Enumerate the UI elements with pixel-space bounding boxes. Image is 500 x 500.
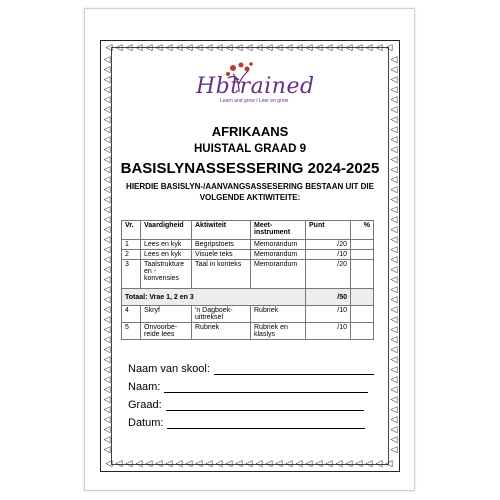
border-chevron-icon: ◁	[285, 458, 293, 468]
cell-aktiwiteit: 'n Dagboek- uittreksel	[192, 306, 251, 323]
border-chevron-icon: ◁	[103, 334, 111, 344]
border-chevron-icon: ◁	[103, 404, 111, 414]
cell-punt: /20	[306, 260, 351, 289]
table-row	[122, 250, 374, 260]
date-field[interactable]	[128, 416, 365, 429]
border-pattern-top	[104, 42, 394, 52]
date-line[interactable]	[167, 416, 365, 429]
cell-meetinstrument: Rubriek en klaslys	[251, 323, 306, 340]
table-row	[122, 240, 374, 250]
border-chevron-icon: ◁	[390, 424, 398, 434]
border-chevron-icon: ◁	[103, 214, 111, 224]
brand-tagline: Learn and grow / Leer en groei	[220, 98, 289, 104]
border-chevron-icon: ◁	[103, 154, 111, 164]
border-chevron-icon: ◁	[265, 42, 273, 52]
border-chevron-icon: ◁	[305, 458, 313, 468]
cell-meetinstrument: Rubriek	[251, 306, 306, 323]
border-chevron-icon: ◁	[235, 458, 243, 468]
student-name-field[interactable]	[128, 380, 368, 393]
border-chevron-icon: ◁	[390, 284, 398, 294]
cell-vaardigheid: Taalstrukture en - konvensies	[141, 260, 192, 289]
border-chevron-icon: ◁	[103, 174, 111, 184]
border-chevron-icon: ◁	[390, 234, 398, 244]
cell-vr: 5	[122, 323, 141, 340]
border-chevron-icon: ◁	[390, 164, 398, 174]
border-chevron-icon: ◁	[390, 194, 398, 204]
border-chevron-icon: ◁	[103, 324, 111, 334]
grade-field[interactable]	[128, 398, 364, 411]
cell-percent	[351, 323, 374, 340]
border-chevron-icon: ◁	[390, 144, 398, 154]
cell-vr: 2	[122, 250, 141, 260]
border-chevron-icon: ◁	[390, 114, 398, 124]
border-chevron-icon: ◁	[265, 458, 273, 468]
total-row	[122, 289, 374, 306]
col-header-vaardigheid: Vaardigheid	[141, 221, 192, 240]
cell-meetinstrument: Memorandum	[251, 240, 306, 250]
border-chevron-icon: ◁	[295, 42, 303, 52]
cell-percent	[351, 240, 374, 250]
cell-aktiwiteit: Taal in konteks	[192, 260, 251, 289]
cell-aktiwiteit: Visuele teks	[192, 250, 251, 260]
border-chevron-icon: ◁	[390, 434, 398, 444]
border-chevron-icon: ◁	[103, 234, 111, 244]
border-chevron-icon: ◁	[335, 458, 343, 468]
grade-line[interactable]	[166, 398, 364, 411]
border-chevron-icon: ◁	[175, 42, 183, 52]
border-chevron-icon: ◁	[115, 42, 123, 52]
table-row	[122, 323, 374, 340]
border-chevron-icon: ◁	[103, 424, 111, 434]
border-chevron-icon: ◁	[225, 42, 233, 52]
student-name-label: Naam:	[128, 381, 161, 393]
col-header-vr: Vr.	[122, 221, 141, 240]
border-chevron-icon: ◁	[365, 42, 373, 52]
border-chevron-icon: ◁	[305, 42, 313, 52]
border-chevron-icon: ◁	[103, 204, 111, 214]
border-chevron-icon: ◁	[325, 458, 333, 468]
border-chevron-icon: ◁	[135, 458, 143, 468]
border-chevron-icon: ◁	[103, 144, 111, 154]
cell-punt: /10	[306, 323, 351, 340]
border-chevron-icon: ◁	[385, 458, 393, 468]
border-chevron-icon: ◁	[103, 344, 111, 354]
border-chevron-icon: ◁	[285, 42, 293, 52]
border-chevron-icon: ◁	[390, 244, 398, 254]
brand-logo-text: Hbtrained	[196, 74, 315, 99]
border-chevron-icon: ◁	[103, 84, 111, 94]
cell-vr: 3	[122, 260, 141, 289]
border-chevron-icon: ◁	[390, 344, 398, 354]
border-chevron-icon: ◁	[195, 42, 203, 52]
assessment-title: BASISLYNASSESSERING 2024-2025	[120, 160, 380, 177]
border-chevron-icon: ◁	[103, 104, 111, 114]
grade-label: Graad:	[128, 399, 162, 411]
border-chevron-icon: ◁	[103, 134, 111, 144]
border-pattern-bottom	[104, 458, 394, 468]
border-chevron-icon: ◁	[103, 274, 111, 284]
border-chevron-icon: ◁	[390, 404, 398, 414]
border-chevron-icon: ◁	[165, 42, 173, 52]
border-chevron-icon: ◁	[245, 458, 253, 468]
border-chevron-icon: ◁	[390, 274, 398, 284]
school-name-field[interactable]	[128, 362, 374, 375]
border-chevron-icon: ◁	[390, 314, 398, 324]
border-chevron-icon: ◁	[390, 184, 398, 194]
border-chevron-icon: ◁	[390, 54, 398, 64]
total-label: Totaal: Vrae 1, 2 en 3	[122, 289, 306, 306]
cell-vaardigheid: Onvoorbe- reide lees	[141, 323, 192, 340]
border-chevron-icon: ◁	[255, 458, 263, 468]
border-chevron-icon: ◁	[315, 458, 323, 468]
border-chevron-icon: ◁	[355, 458, 363, 468]
border-chevron-icon: ◁	[215, 458, 223, 468]
date-label: Datum:	[128, 417, 164, 429]
border-chevron-icon: ◁	[103, 264, 111, 274]
border-chevron-icon: ◁	[103, 414, 111, 424]
border-chevron-icon: ◁	[205, 42, 213, 52]
border-chevron-icon: ◁	[390, 394, 398, 404]
border-chevron-icon: ◁	[115, 458, 123, 468]
border-chevron-icon: ◁	[345, 458, 353, 468]
border-chevron-icon: ◁	[103, 354, 111, 364]
table-row	[122, 306, 374, 323]
cell-vaardigheid: Lees en kyk	[141, 240, 192, 250]
border-chevron-icon: ◁	[335, 42, 343, 52]
border-chevron-icon: ◁	[245, 42, 253, 52]
border-chevron-icon: ◁	[145, 42, 153, 52]
col-header-aktiwiteit: Aktiwiteit	[192, 221, 251, 240]
border-chevron-icon: ◁	[103, 304, 111, 314]
border-chevron-icon: ◁	[135, 42, 143, 52]
border-chevron-icon: ◁	[390, 304, 398, 314]
border-chevron-icon: ◁	[390, 204, 398, 214]
border-chevron-icon: ◁	[390, 124, 398, 134]
border-chevron-icon: ◁	[105, 42, 113, 52]
border-chevron-icon: ◁	[390, 414, 398, 424]
school-name-line[interactable]	[214, 362, 374, 375]
border-chevron-icon: ◁	[215, 42, 223, 52]
border-chevron-icon: ◁	[275, 458, 283, 468]
border-chevron-icon: ◁	[390, 364, 398, 374]
border-chevron-icon: ◁	[103, 74, 111, 84]
cell-punt: /20	[306, 240, 351, 250]
border-chevron-icon: ◁	[365, 458, 373, 468]
border-chevron-icon: ◁	[390, 214, 398, 224]
cell-vaardigheid: Lees en kyk	[141, 250, 192, 260]
border-chevron-icon: ◁	[390, 134, 398, 144]
border-chevron-icon: ◁	[103, 124, 111, 134]
border-chevron-icon: ◁	[103, 194, 111, 204]
border-chevron-icon: ◁	[390, 374, 398, 384]
cell-vr: 1	[122, 240, 141, 250]
border-chevron-icon: ◁	[385, 42, 393, 52]
border-pattern-right	[389, 54, 399, 454]
border-chevron-icon: ◁	[225, 458, 233, 468]
border-chevron-icon: ◁	[390, 334, 398, 344]
border-chevron-icon: ◁	[355, 42, 363, 52]
intro-text: HIERDIE BASISLYN-/AANVANGSASSESERING BESTAAN UIT DIE VOLGENDE AKTIWITEITE:	[126, 182, 374, 202]
border-chevron-icon: ◁	[165, 458, 173, 468]
border-chevron-icon: ◁	[103, 394, 111, 404]
cell-vaardigheid: Skryf	[141, 306, 192, 323]
border-chevron-icon: ◁	[390, 354, 398, 364]
cell-punt: /10	[306, 306, 351, 323]
border-chevron-icon: ◁	[103, 244, 111, 254]
border-chevron-icon: ◁	[345, 42, 353, 52]
border-chevron-icon: ◁	[103, 444, 111, 454]
border-chevron-icon: ◁	[103, 384, 111, 394]
border-chevron-icon: ◁	[315, 42, 323, 52]
border-chevron-icon: ◁	[275, 42, 283, 52]
border-chevron-icon: ◁	[375, 458, 383, 468]
border-chevron-icon: ◁	[390, 84, 398, 94]
col-header-percent: %	[351, 221, 374, 240]
cell-percent	[351, 250, 374, 260]
total-percent	[351, 289, 374, 306]
table-header-row	[122, 221, 374, 240]
border-chevron-icon: ◁	[103, 184, 111, 194]
border-chevron-icon: ◁	[390, 324, 398, 334]
border-chevron-icon: ◁	[390, 444, 398, 454]
border-chevron-icon: ◁	[390, 174, 398, 184]
border-chevron-icon: ◁	[103, 364, 111, 374]
border-chevron-icon: ◁	[105, 458, 113, 468]
border-chevron-icon: ◁	[103, 54, 111, 64]
border-chevron-icon: ◁	[103, 284, 111, 294]
border-pattern-left	[102, 54, 112, 454]
border-chevron-icon: ◁	[103, 314, 111, 324]
border-chevron-icon: ◁	[325, 42, 333, 52]
cell-aktiwiteit: Rubriek	[192, 323, 251, 340]
border-chevron-icon: ◁	[125, 42, 133, 52]
border-chevron-icon: ◁	[390, 264, 398, 274]
student-name-line[interactable]	[164, 380, 368, 393]
border-chevron-icon: ◁	[103, 434, 111, 444]
border-chevron-icon: ◁	[390, 254, 398, 264]
border-chevron-icon: ◁	[103, 64, 111, 74]
table-row	[122, 260, 374, 289]
border-chevron-icon: ◁	[103, 374, 111, 384]
cell-aktiwiteit: Begripstoets	[192, 240, 251, 250]
border-chevron-icon: ◁	[390, 104, 398, 114]
border-chevron-icon: ◁	[155, 42, 163, 52]
cell-percent	[351, 306, 374, 323]
border-chevron-icon: ◁	[390, 224, 398, 234]
border-chevron-icon: ◁	[205, 458, 213, 468]
border-chevron-icon: ◁	[255, 42, 263, 52]
border-chevron-icon: ◁	[155, 458, 163, 468]
cell-vr: 4	[122, 306, 141, 323]
cell-punt: /10	[306, 250, 351, 260]
col-header-meetinstrument: Meet- instrument	[251, 221, 306, 240]
cell-meetinstrument: Memorandum	[251, 250, 306, 260]
border-chevron-icon: ◁	[103, 294, 111, 304]
border-chevron-icon: ◁	[103, 164, 111, 174]
total-punt: /50	[306, 289, 351, 306]
border-chevron-icon: ◁	[175, 458, 183, 468]
border-chevron-icon: ◁	[390, 74, 398, 84]
border-chevron-icon: ◁	[103, 94, 111, 104]
border-chevron-icon: ◁	[295, 458, 303, 468]
school-name-label: Naam van skool:	[128, 363, 210, 375]
border-chevron-icon: ◁	[390, 94, 398, 104]
border-chevron-icon: ◁	[125, 458, 133, 468]
cell-meetinstrument: Memorandum	[251, 260, 306, 289]
border-chevron-icon: ◁	[145, 458, 153, 468]
border-chevron-icon: ◁	[185, 458, 193, 468]
border-chevron-icon: ◁	[235, 42, 243, 52]
border-chevron-icon: ◁	[103, 224, 111, 234]
border-chevron-icon: ◁	[103, 114, 111, 124]
border-chevron-icon: ◁	[390, 294, 398, 304]
grade-level: HUISTAAL GRAAD 9	[193, 143, 307, 155]
border-chevron-icon: ◁	[375, 42, 383, 52]
border-chevron-icon: ◁	[390, 384, 398, 394]
subject-title: AFRIKAANS	[211, 124, 289, 139]
border-chevron-icon: ◁	[390, 64, 398, 74]
border-chevron-icon: ◁	[103, 254, 111, 264]
border-chevron-icon: ◁	[185, 42, 193, 52]
cell-percent	[351, 260, 374, 289]
assessment-table	[121, 220, 374, 340]
col-header-punt: Punt	[306, 221, 351, 240]
border-chevron-icon: ◁	[195, 458, 203, 468]
border-chevron-icon: ◁	[390, 154, 398, 164]
